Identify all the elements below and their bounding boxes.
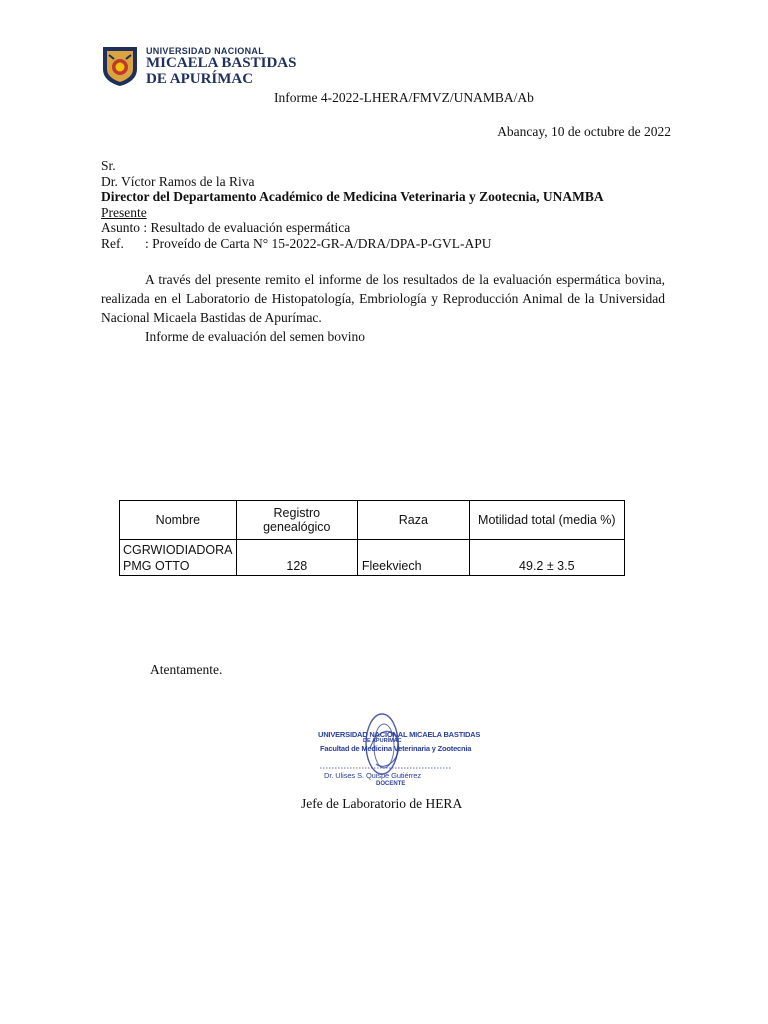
university-name-line3: DE APURÍMAC	[146, 71, 254, 87]
header-raza: Raza	[357, 501, 469, 540]
stamp-title: DOCENTE	[376, 781, 406, 787]
university-name-line2: MICAELA BASTIDAS	[146, 55, 297, 71]
stamp-line3: Facultad de Medicina Veterinaria y Zootecnia	[320, 744, 472, 753]
subject-line: Asunto : Resultado de evaluación espermática	[101, 220, 351, 235]
letter-date: Abancay, 10 de octubre de 2022	[497, 124, 671, 139]
reference-value: : Proveído de Carta N° 15-2022-GR-A/DRA/DPA-P-GVL-APU	[145, 236, 492, 251]
body-paragraph: A través del presente remito el informe de los resultados de la evaluación espermática bovina, realizada en el Laboratorio de Histopatología, Embriología y Reproducción Animal de la Universidad Nacional Micaela Bastidas de Apurímac.	[101, 272, 665, 325]
header-nombre: Nombre	[120, 501, 237, 540]
cell-motilidad: 49.2 ± 3.5	[469, 540, 624, 576]
table-header-row	[120, 501, 625, 540]
addressee-position: Director del Departamento Académico de Medicina Veterinaria y Zootecnia, UNAMBA	[101, 189, 604, 204]
reference-label: Ref.	[101, 236, 124, 251]
university-name-line1: UNIVERSIDAD NACIONAL	[146, 46, 265, 56]
addressee-name: Dr. Víctor Ramos de la Riva	[101, 174, 255, 189]
closing-salutation: Atentamente.	[150, 662, 223, 677]
header-registro: Registro genealógico	[236, 501, 357, 540]
table-intro: Informe de evaluación del semen bovino	[145, 329, 366, 344]
stamp-line1: UNIVERSIDAD NACIONAL MICAELA BASTIDAS	[318, 730, 481, 739]
header-motilidad: Motilidad total (media %)	[469, 501, 624, 540]
cell-registro: 128	[236, 540, 357, 576]
cell-raza: Fleekviech	[357, 540, 469, 576]
signer-title: Jefe de Laboratorio de HERA	[301, 796, 463, 811]
stamp-signer-name: Dr. Ulises S. Quispe Gutiérrez	[324, 771, 422, 780]
report-number: Informe 4-2022-LHERA/FMVZ/UNAMBA/Ab	[274, 90, 534, 105]
presente-label: Presente	[101, 205, 147, 220]
cell-nombre: CGRWIODIADORA PMG OTTO	[120, 540, 237, 576]
greeting: Sr.	[101, 158, 116, 173]
stamp-line2: DE APURÍMAC	[363, 738, 402, 744]
table-row	[120, 540, 625, 576]
reference-line	[101, 236, 492, 252]
results-table	[119, 500, 625, 576]
university-crest-icon	[100, 45, 140, 87]
